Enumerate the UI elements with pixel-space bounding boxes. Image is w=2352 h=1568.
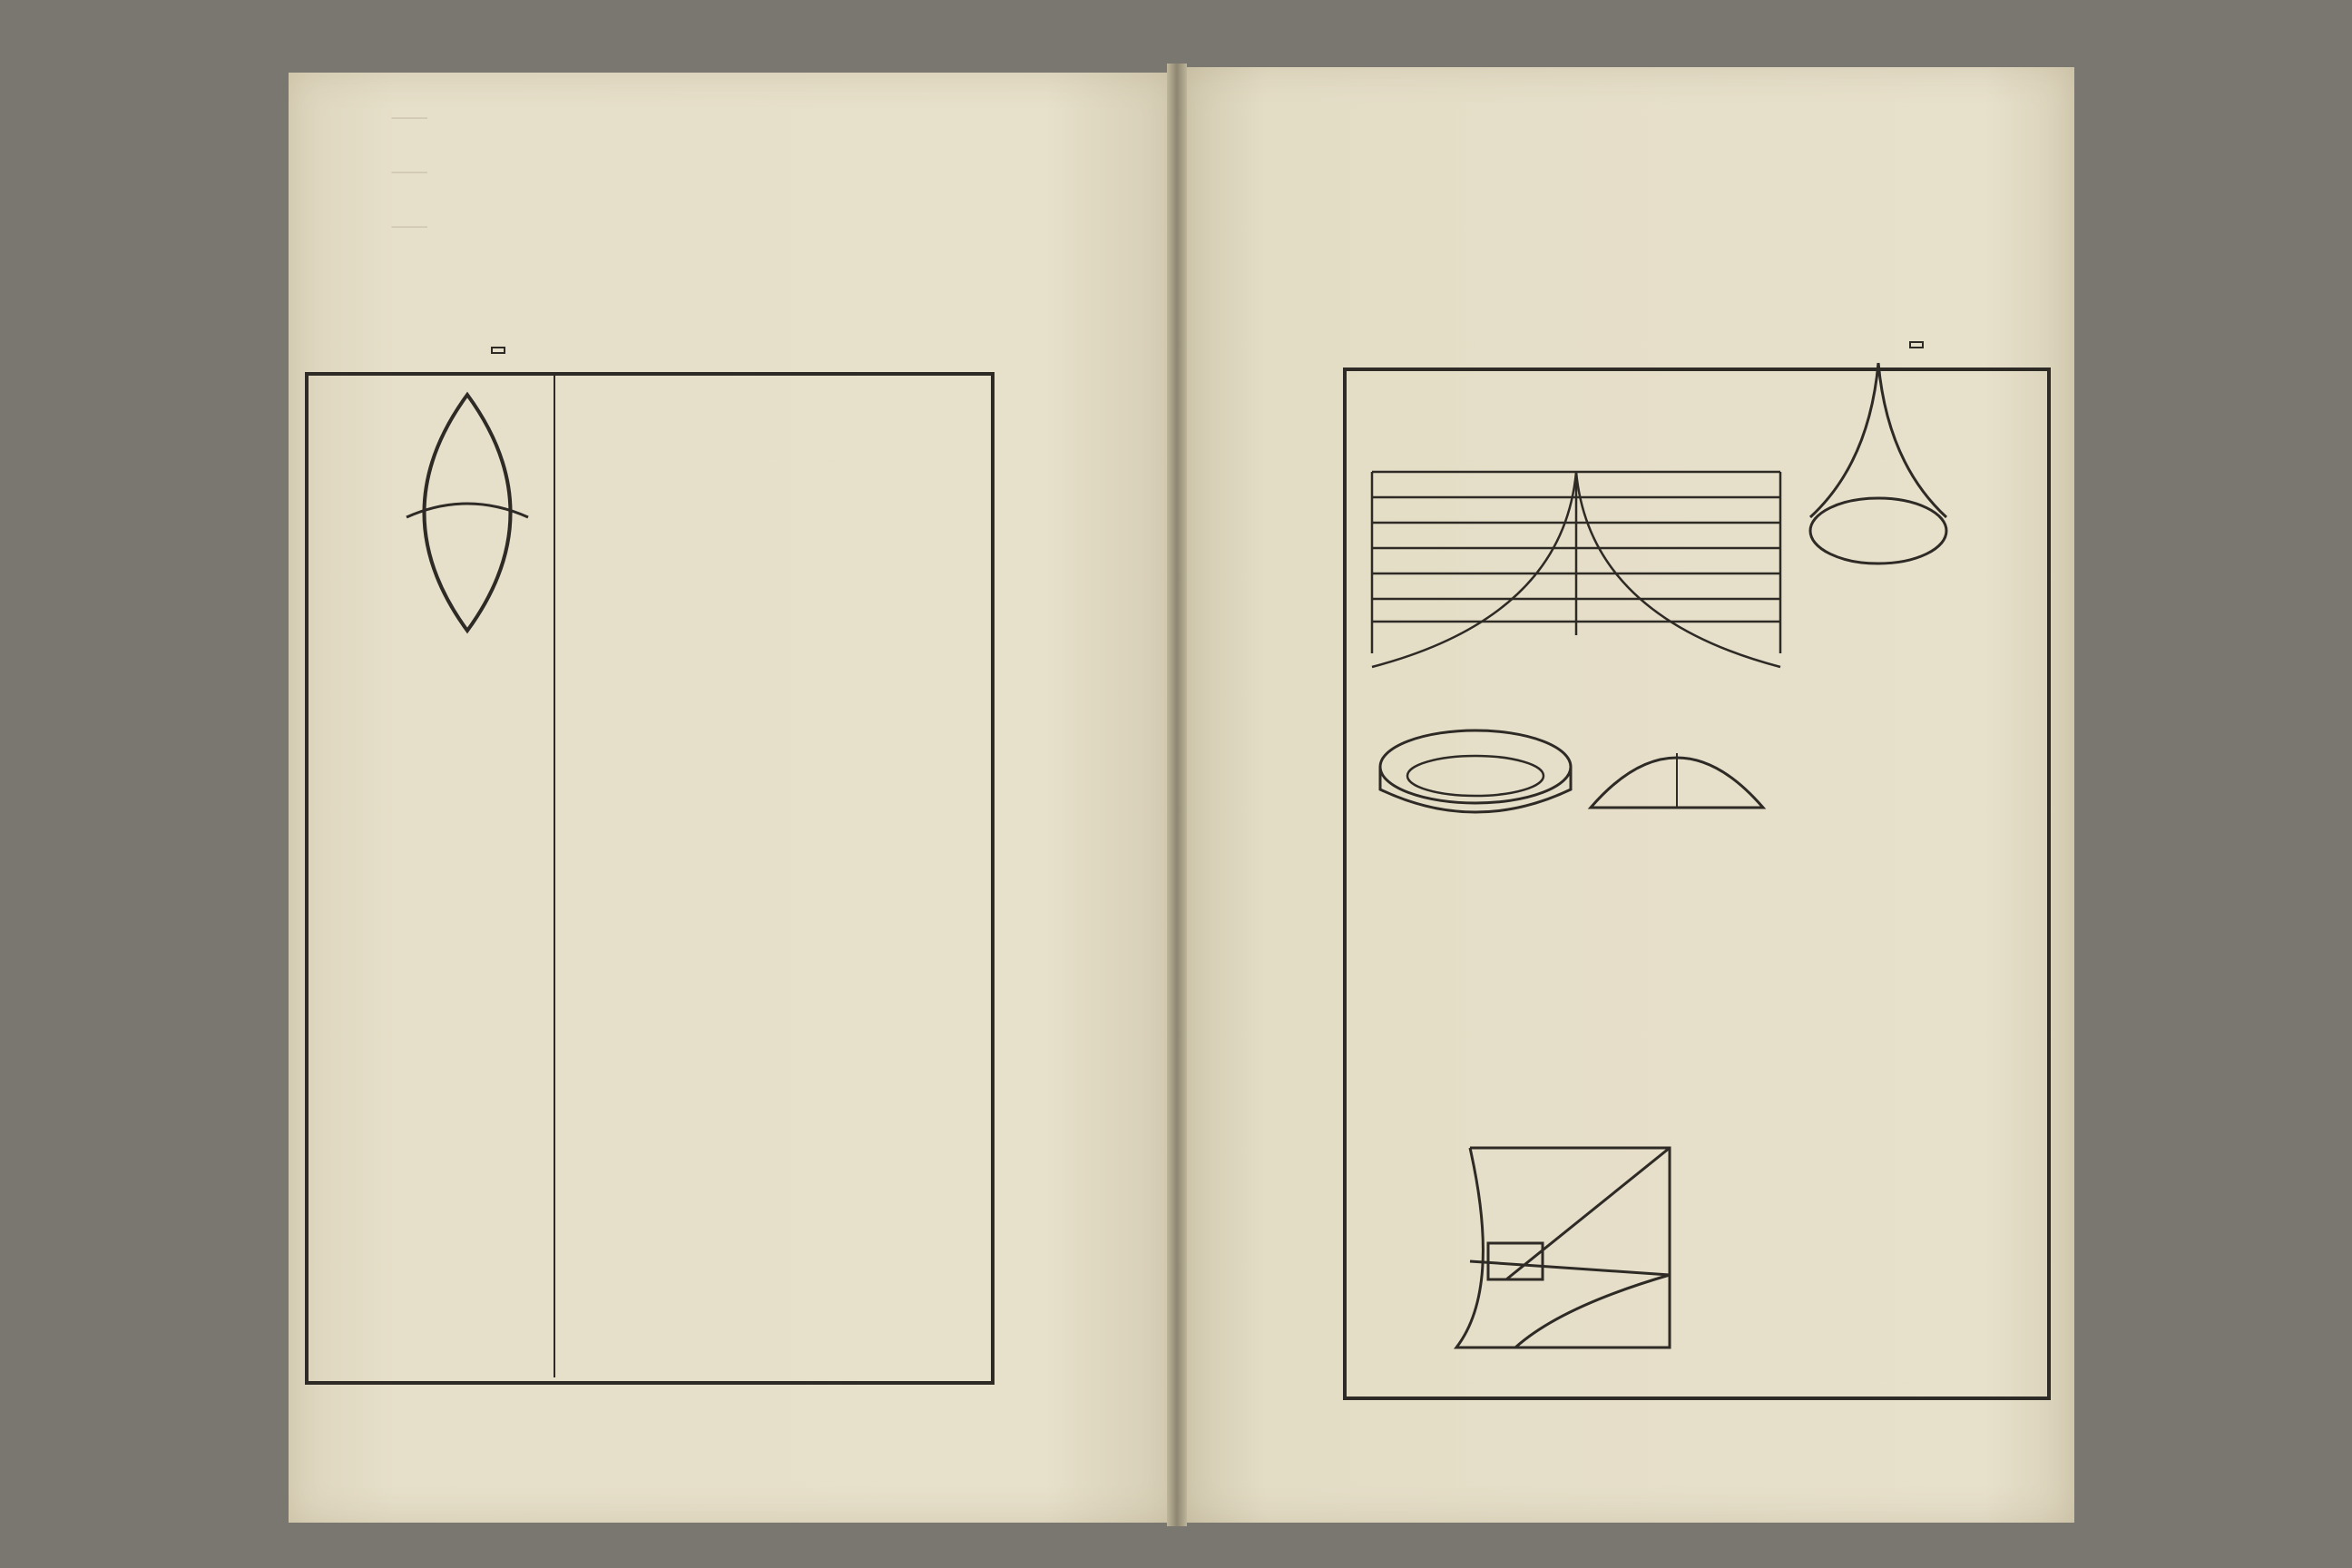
book-gutter [1167,64,1187,1526]
ring-figure [1376,726,1584,826]
cone-figure [1806,363,1951,572]
lens-figure [399,390,535,635]
main-cone-diagram [1372,454,1798,671]
bleed-through-marks: ｜｜｜ [386,100,427,263]
lower-geometry-figure [1452,1143,1688,1352]
left-page-number [491,347,505,354]
right-page-number [1909,341,1924,348]
arc-figure [1586,726,1768,826]
left-inner-rule [554,376,555,1377]
